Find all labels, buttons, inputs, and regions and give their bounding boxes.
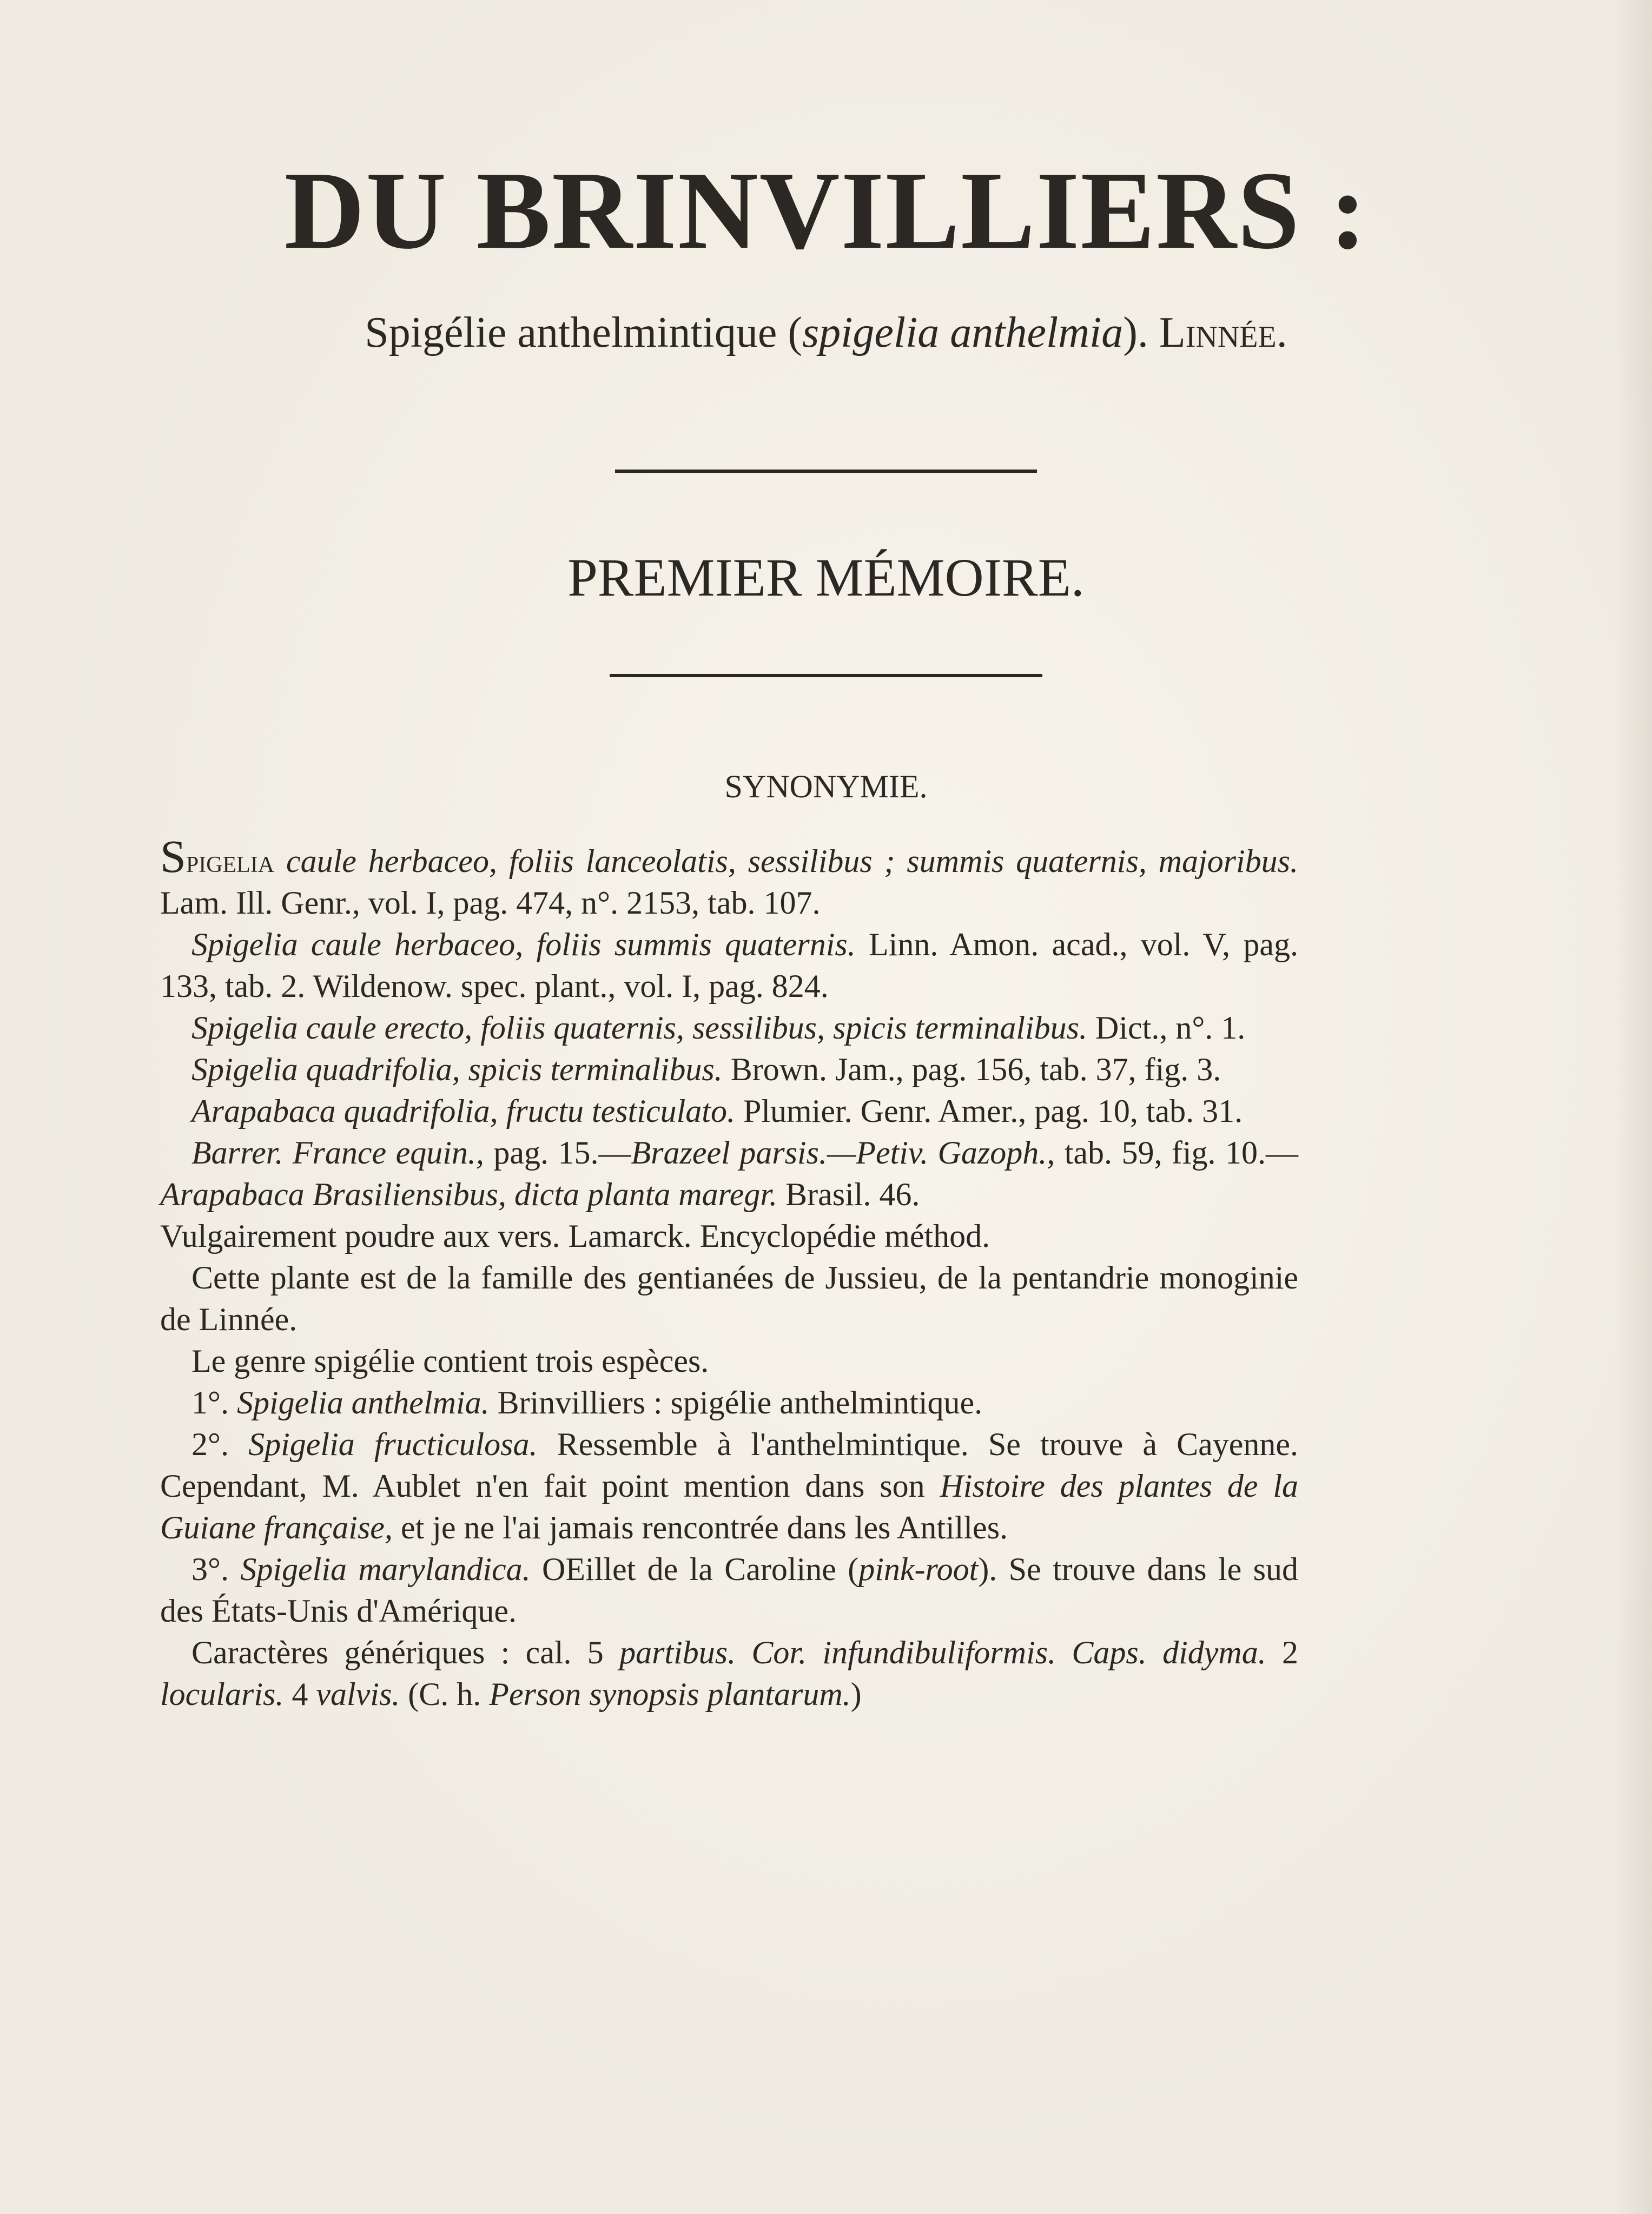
text-roman: tab. 59, fig. 10.— <box>1055 1135 1299 1171</box>
text-roman: Lam. Ill. Genr., vol. I, pag. 474, n°. 2153, tab. 107. <box>160 885 821 921</box>
text-italic: Brazeel parsis.—Petiv. Gazoph., <box>631 1135 1055 1171</box>
text-roman: Dict., n°. 1. <box>1087 1010 1246 1046</box>
text-roman: Le genre spigélie contient trois espèces. <box>191 1343 709 1379</box>
text-roman: Cette plante est de la famille des gentianées de Jussieu, de la pentandrie monoginie de Linnée. <box>160 1260 1298 1337</box>
subtitle-pre: Spigélie anthelmintique ( <box>365 309 802 356</box>
text-roman: Brinvilliers : spigélie anthelmintique. <box>489 1385 983 1420</box>
text-italic: Person synopsis plantarum. <box>489 1676 851 1712</box>
text-roman: Brasil. 46. <box>777 1177 920 1212</box>
paragraph <box>160 1215 1298 1257</box>
text-roman: ). Se trouve dans le sud des États-Unis d'Amérique. <box>160 1551 1298 1629</box>
paragraph <box>160 1091 1298 1132</box>
text-italic: pink-root <box>858 1551 979 1587</box>
text-italic: Spigelia fructiculosa. <box>248 1426 538 1462</box>
text-italic: Spigelia caule herbaceo, foliis summis quaternis. <box>191 927 856 962</box>
text-italic: valvis. <box>316 1676 400 1712</box>
text-italic: partibus. Cor. infundibuliformis. Caps. didyma. <box>619 1635 1266 1670</box>
text-roman: Ressemble à l'anthelmintique. Se trouve à Cayenne. Cependant, M. Aublet n'en fait point mention dans son <box>160 1426 1299 1504</box>
text-roman: Caractères génériques : cal. 5 <box>191 1635 620 1670</box>
paragraph <box>160 1424 1298 1549</box>
paragraph <box>160 1007 1298 1049</box>
body-text <box>160 830 1299 1715</box>
paragraph <box>160 1257 1298 1340</box>
text-italic: Arapabaca Brasiliensibus, dicta planta maregr. <box>160 1177 778 1212</box>
text-italic: Spigelia quadrifolia, spicis terminalibus. <box>191 1052 723 1087</box>
text-roman: et je ne l'ai jamais rencontrée dans les Antilles. <box>392 1510 1008 1545</box>
paragraph <box>160 1549 1298 1632</box>
divider-rule-top <box>615 470 1037 473</box>
section-heading: SYNONYMIE. <box>724 769 928 804</box>
text-roman: 3°. <box>191 1551 241 1587</box>
divider-rule-bottom <box>610 674 1042 677</box>
text-roman: Vulgairement poudre aux vers. Lamarck. Encyclopédie méthod. <box>160 1218 990 1254</box>
text-roman: (C. h. <box>400 1676 490 1712</box>
text-italic: Spigelia caule erecto, foliis quaternis, sessilibus, spicis terminalibus. <box>191 1010 1088 1046</box>
text-italic: Spigelia marylandica. <box>240 1551 531 1587</box>
memoire-heading: PREMIER MÉMOIRE. <box>567 547 1085 607</box>
paragraph <box>160 830 1298 924</box>
subtitle-post: ). <box>1123 309 1159 356</box>
subtitle-author: Linnée. <box>1159 309 1287 356</box>
text-roman: Plumier. Genr. Amer., pag. 10, tab. 31. <box>735 1093 1243 1129</box>
paragraph <box>160 1382 1298 1424</box>
text-roman: 1°. <box>191 1385 237 1420</box>
text-roman: 4 <box>283 1676 316 1712</box>
paragraph <box>160 1049 1298 1091</box>
drop-cap: S <box>160 830 186 882</box>
text-italic: caule herbaceo, foliis lanceolatis, sessilibus ; summis quaternis, majoribus. <box>274 843 1298 879</box>
text-roman: pag. 15.— <box>484 1135 631 1171</box>
paragraph <box>160 1132 1298 1215</box>
text-italic: locularis. <box>160 1676 284 1712</box>
paragraph <box>160 1632 1298 1715</box>
page-title: DU BRINVILLIERS : <box>284 148 1368 272</box>
text-roman: 2°. <box>191 1426 249 1462</box>
text-roman: 2 <box>1266 1635 1298 1670</box>
paragraph <box>160 924 1298 1007</box>
text-italic: Barrer. France equin., <box>191 1135 484 1171</box>
text-smallcaps: pigelia <box>186 843 275 879</box>
text-roman: Brown. Jam., pag. 156, tab. 37, fig. 3. <box>722 1052 1221 1087</box>
text-roman: OEillet de la Caroline ( <box>530 1551 859 1587</box>
paragraph <box>160 1340 1298 1382</box>
text-roman: ) <box>850 1676 862 1712</box>
text-italic: Arapabaca quadrifolia, fructu testiculato. <box>191 1093 735 1129</box>
text-italic: Histoire des plantes de la Guiane française, <box>160 1468 1298 1545</box>
subtitle-latin-name: spigelia anthelmia <box>802 309 1124 356</box>
text-italic: Spigelia anthelmia. <box>237 1385 490 1420</box>
page-subtitle <box>0 308 1652 358</box>
text-roman: Linn. Amon. acad., vol. V, pag. 133, tab. 2. Wildenow. spec. plant., vol. I, pag. 824. <box>160 927 1299 1004</box>
